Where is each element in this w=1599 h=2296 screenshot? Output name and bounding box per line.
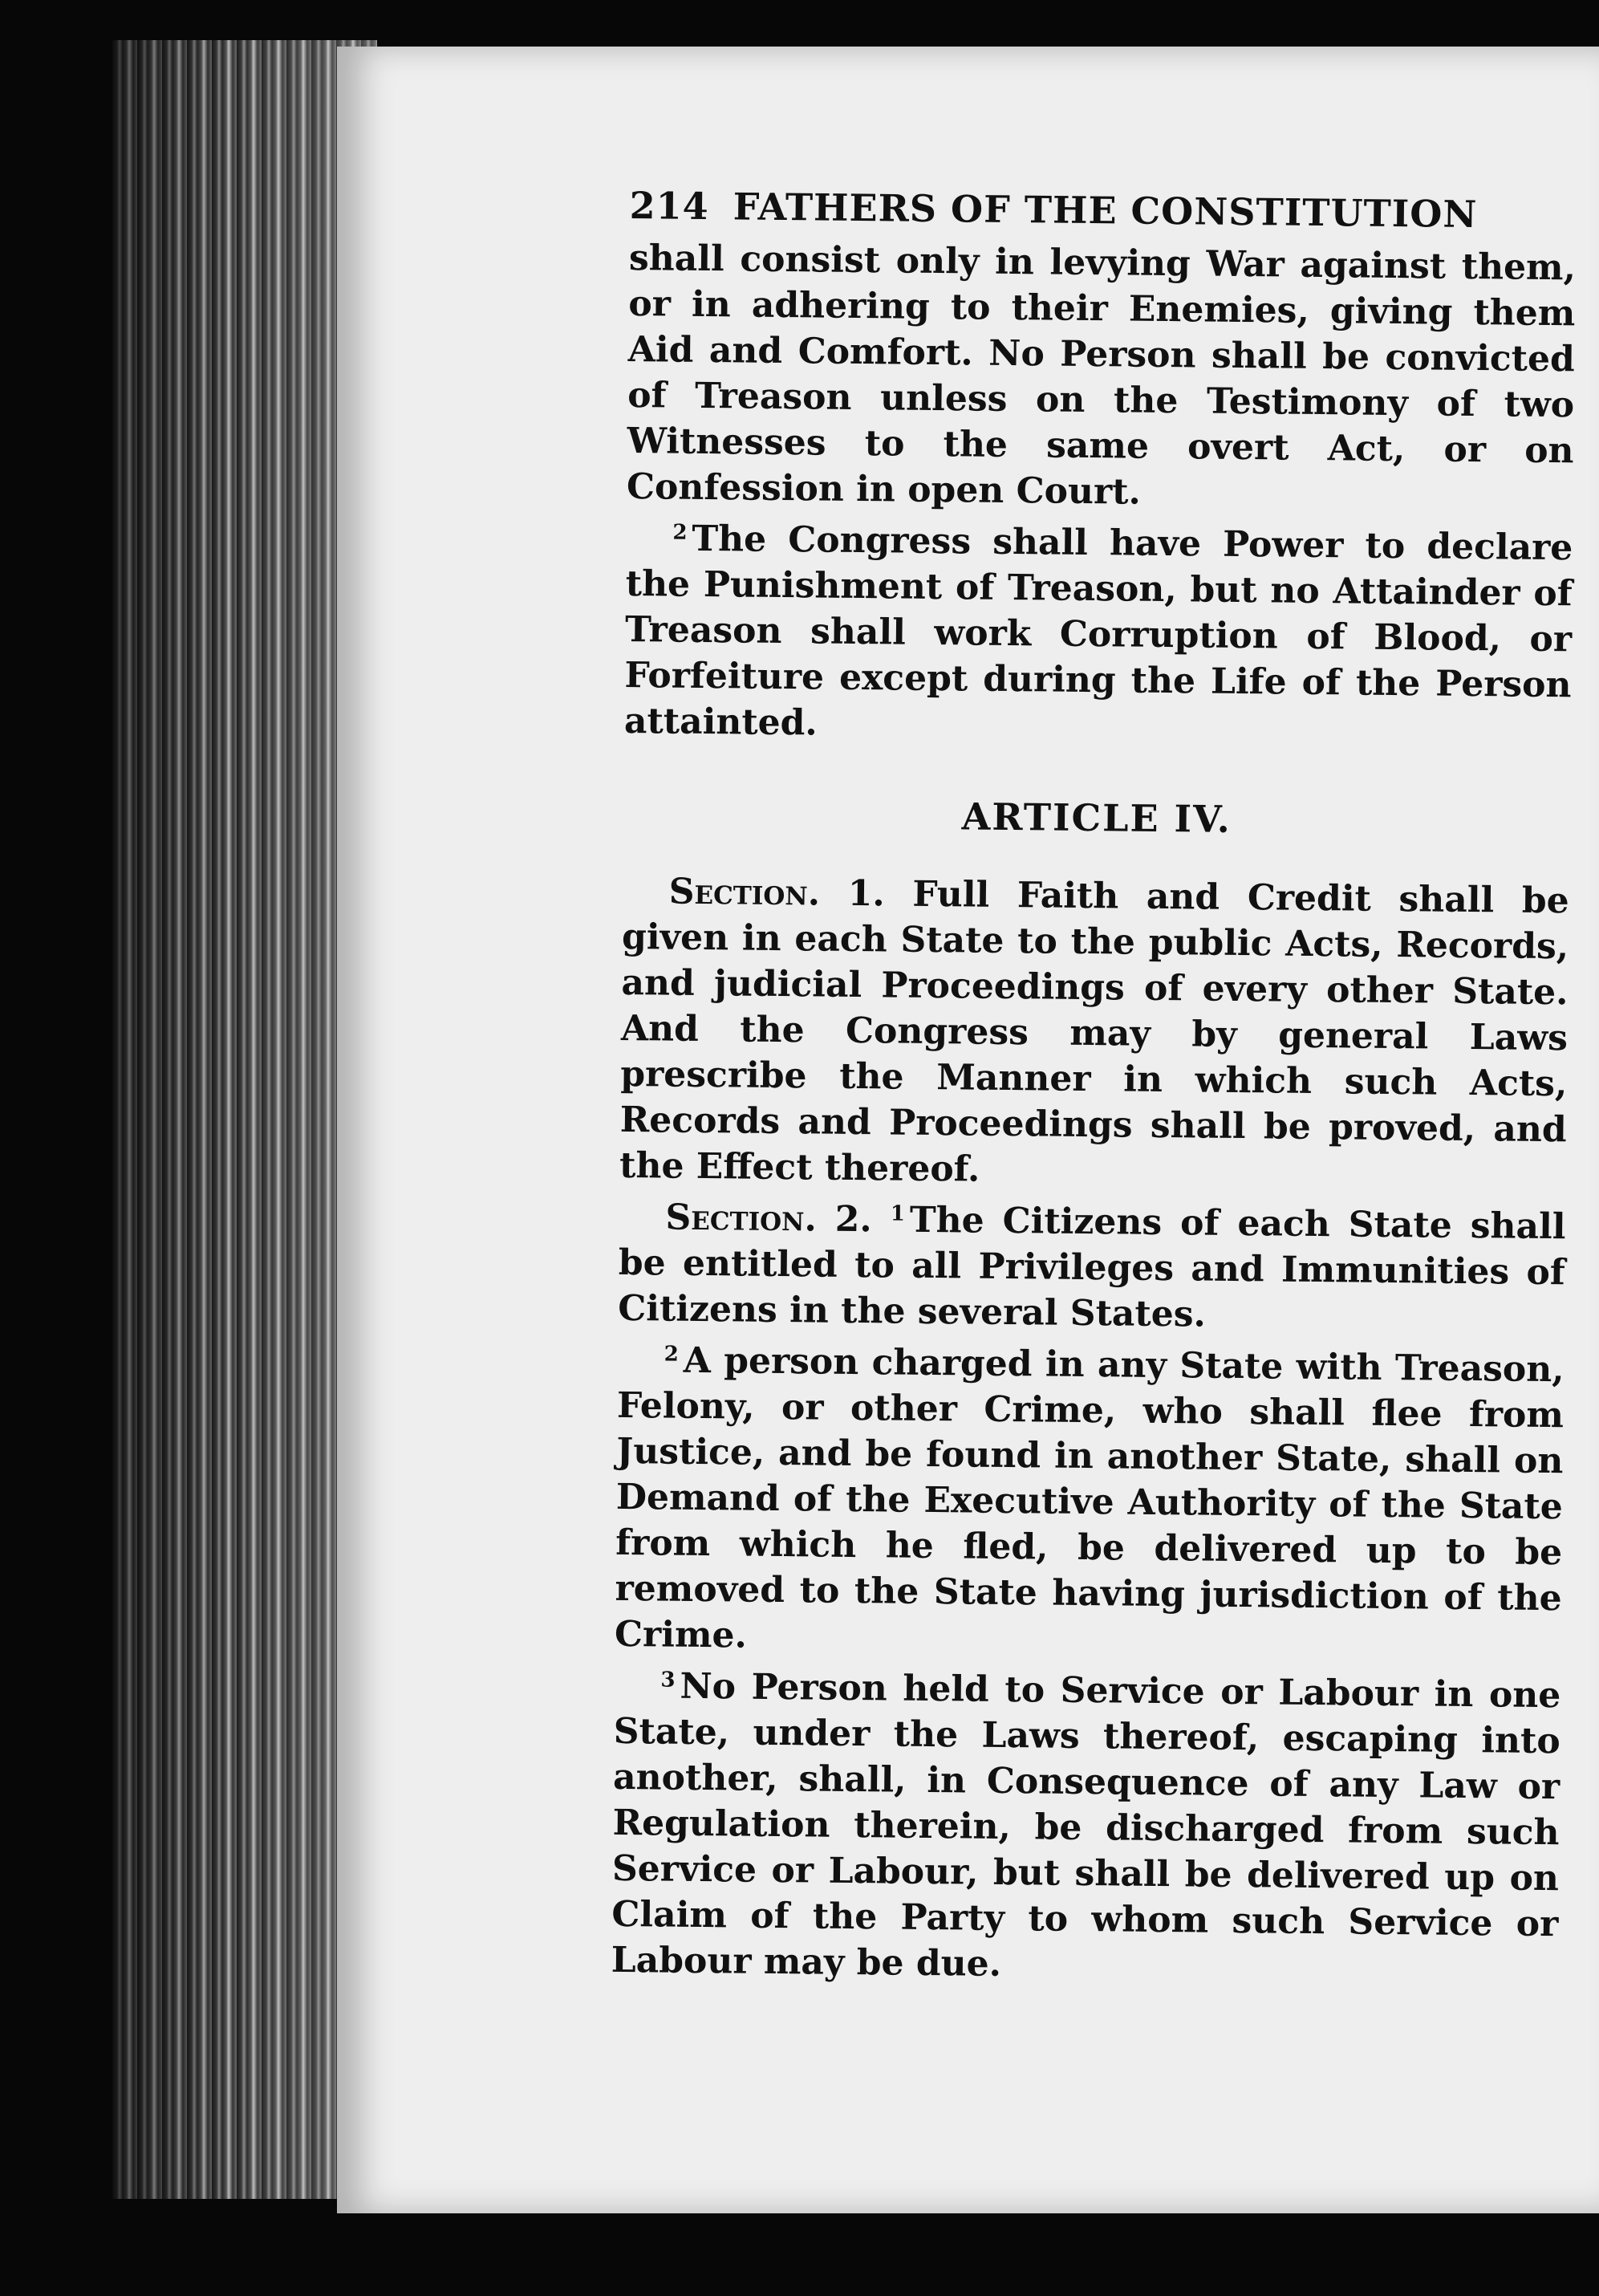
treason-continuation: shall consist only in levying War against them, or in adhering to their Enemies, giving them Aid and Comfort. No Person shall be convicted of Treason unless on the Testimony of two Witnesses to the same overt Act, or on Confession in open Court. [626, 237, 1577, 513]
article-4-section-2-clause-1 [618, 1189, 1566, 1341]
clause-text: The Congress shall have Power to declare the Punishment of Treason, but no Attainder of Treason shall work Corruption of Blood, or Forfeiture except during the Life of the Person attainted. [623, 518, 1573, 744]
section-label: Section. 1. [668, 871, 885, 915]
clause-marker: 2 [664, 1342, 679, 1367]
section-label: Section. 2. [665, 1197, 873, 1241]
running-title: FATHERS OF THE CONSTITUTION [733, 185, 1478, 237]
article-4-section-1 [619, 868, 1569, 1198]
clause-text: The Citizens of each State shall be entitled to all Privileges and Immunities of Citizens in the several States. [618, 1199, 1566, 1335]
clause-marker: 2 [672, 520, 688, 545]
page-number: 214 [629, 183, 710, 229]
text-block [611, 183, 1577, 1993]
page-sheet [337, 47, 1599, 2213]
section-text: Full Faith and Credit shall be given in each State to the public Acts, Records, and judicial Proceedings of every other State. And the Congress may by general Laws prescribe the Manner in which such Acts, Records and Proceedings shall be proved, and the Effect thereof. [619, 873, 1569, 1190]
article-3-section-3-clause-2 [624, 510, 1573, 754]
article-4-section-2-clause-3 [611, 1657, 1561, 1993]
running-head [629, 183, 1577, 238]
clause-text: No Person held to Service or Labour in one State, under the Laws thereof, escaping into another, shall, in Consequence of any Law or Regulation therein, be discharged from such Service or Labour, but shall be delivered up on Claim of the Party to whom such Service or Labour may be due. [611, 1665, 1561, 1985]
clause-marker: 3 [660, 1668, 676, 1693]
clause-text: A person charged in any State with Treason, Felony, or other Crime, who shall flee from Justice, and be found in another State, shall on Demand of the Executive Authority of the State from which he fled, be delivered up to be removed to the State having jurisdiction of the Crime. [614, 1339, 1565, 1656]
article-heading: ARTICLE IV. [961, 794, 1232, 841]
article-4-section-2-clause-2 [615, 1331, 1565, 1667]
clause-marker: 1 [890, 1201, 906, 1226]
